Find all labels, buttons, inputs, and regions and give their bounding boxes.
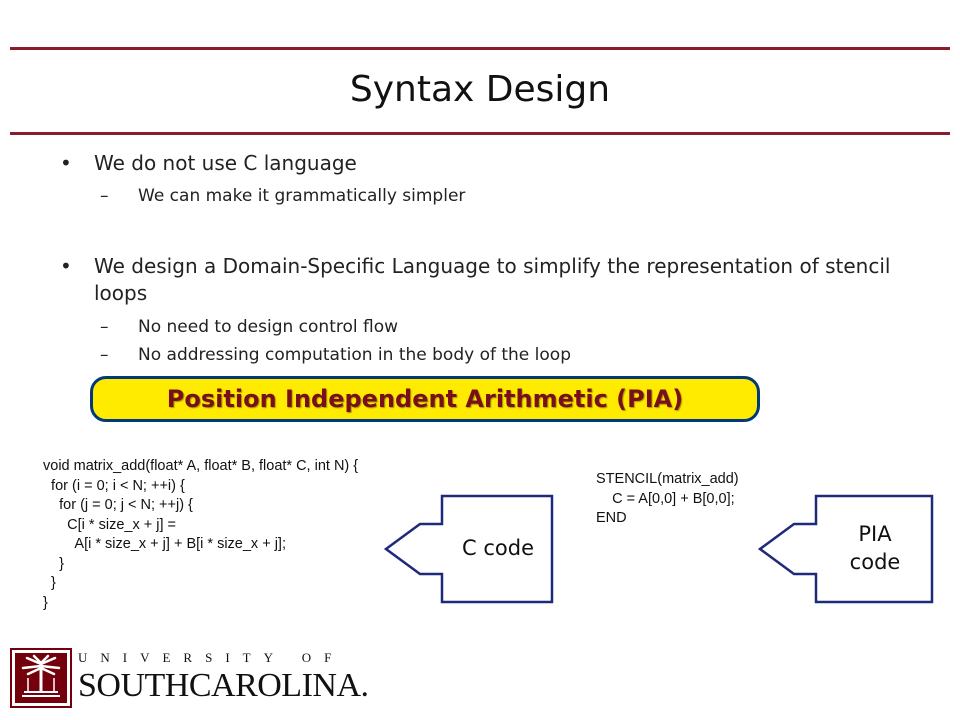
bullet-item: [60, 150, 920, 177]
pia-banner: [90, 376, 760, 422]
sub-bullet-item: [100, 344, 920, 366]
sub-bullet-dash: –: [100, 186, 109, 206]
sub-bullet-text: We can make it grammatically simpler: [138, 186, 466, 206]
pia-code-block: STENCIL(matrix_add) C = A[0,0] + B[0,0]; END: [596, 471, 739, 526]
pia-code-callout-label: PIA code: [849, 522, 901, 574]
sub-bullet-text: No addressing computation in the body of the loop: [138, 345, 571, 365]
sub-bullet-dash: –: [100, 317, 109, 337]
c-code-block: void matrix_add(float* A, float* B, float* C, int N) { for (i = 0; i < N; ++i) { for (j = 0; j < N; ++j) { C[i * size_x + j] = A[i * size_x + j] + B[i * size_x + j]; } } }: [43, 458, 359, 611]
slide-title: Syntax Design: [349, 69, 611, 110]
pia-banner-text: Position Independent Arithmetic (PIA): [166, 385, 684, 413]
sub-bullet-text: No need to design control flow: [138, 317, 399, 337]
sub-bullet-dash: –: [100, 345, 109, 365]
sub-bullet-item: [100, 316, 920, 338]
university-wordmark-top: UNIVERSITY OF: [78, 650, 345, 665]
sub-bullet-item: [100, 185, 920, 207]
c-code-callout-label: C code: [462, 536, 534, 560]
pia-code-callout: [758, 494, 936, 608]
bullet-text: We do not use C language: [94, 151, 357, 175]
bullet-item: [60, 253, 920, 307]
bullet-glyph: •: [60, 151, 72, 175]
bullet-glyph: •: [60, 254, 72, 278]
bullet-text: We design a Domain-Specific Language to simplify the representation of stencil loops: [94, 254, 891, 305]
palmetto-tree-icon: [10, 648, 72, 712]
title-rule-bottom: [10, 132, 950, 135]
university-wordmark-bottom: SOUTHCAROLINA.: [78, 667, 369, 704]
c-code-callout: [384, 494, 556, 608]
title-rule-top: [10, 47, 950, 50]
